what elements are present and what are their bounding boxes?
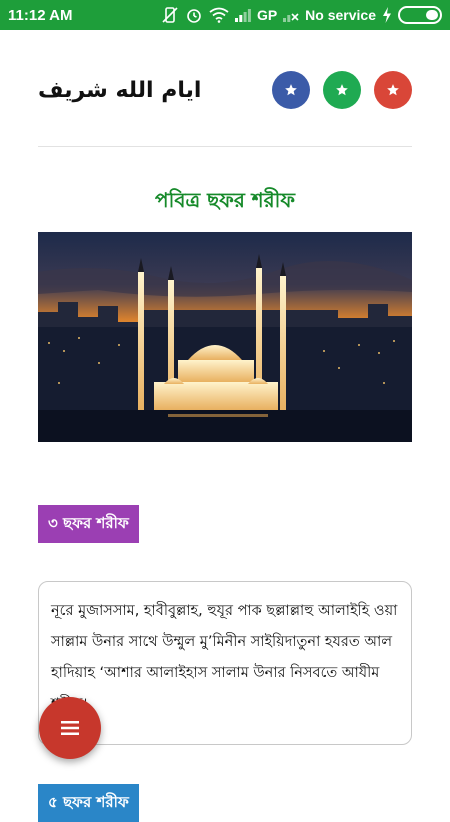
charging-icon bbox=[382, 7, 392, 23]
alarm-icon bbox=[185, 6, 203, 24]
status-bar bbox=[0, 0, 450, 30]
share-button-blue[interactable] bbox=[272, 71, 310, 109]
star-icon bbox=[386, 83, 400, 97]
hero-image bbox=[38, 232, 412, 442]
status-time: 11:12 AM bbox=[8, 6, 73, 24]
status-icons bbox=[161, 6, 442, 24]
share-buttons bbox=[272, 71, 412, 109]
no-signal-icon bbox=[283, 8, 299, 22]
menu-fab-button[interactable] bbox=[39, 697, 101, 759]
battery-icon bbox=[398, 6, 442, 24]
share-button-green[interactable] bbox=[323, 71, 361, 109]
signal-icon bbox=[235, 8, 251, 22]
star-icon bbox=[284, 83, 298, 97]
header bbox=[38, 60, 412, 120]
share-button-red[interactable] bbox=[374, 71, 412, 109]
wifi-icon bbox=[209, 7, 229, 23]
status-service: No service bbox=[305, 7, 376, 23]
page-heading: পবিত্র ছফর শরীফ bbox=[155, 188, 295, 212]
app-title: ايام الله شريف bbox=[38, 77, 202, 103]
section-tag-5: ৫ ছফর শরীফ bbox=[38, 784, 139, 822]
vibrate-icon bbox=[161, 6, 179, 24]
section-tag-3: ৩ ছফর শরীফ bbox=[38, 505, 139, 543]
mosque-illustration bbox=[38, 232, 412, 442]
status-carrier: GP bbox=[256, 7, 278, 23]
content-text: নূরে মুজাসসাম, হাবীবুল্লাহ, হুযূর পাক ছল্লাল্লাহু আলাইহি ওয়া সাল্লাম উনার সাথে উম্মুল মু’মিনীন সাইয়িদাতুনা হযরত আল হাদিয়াহ ‘আশার আলাইহাস সালাম উনার নিসবতে আযীম bbox=[51, 603, 398, 681]
menu-icon bbox=[61, 721, 79, 735]
header-divider bbox=[38, 146, 412, 147]
star-icon bbox=[335, 83, 349, 97]
